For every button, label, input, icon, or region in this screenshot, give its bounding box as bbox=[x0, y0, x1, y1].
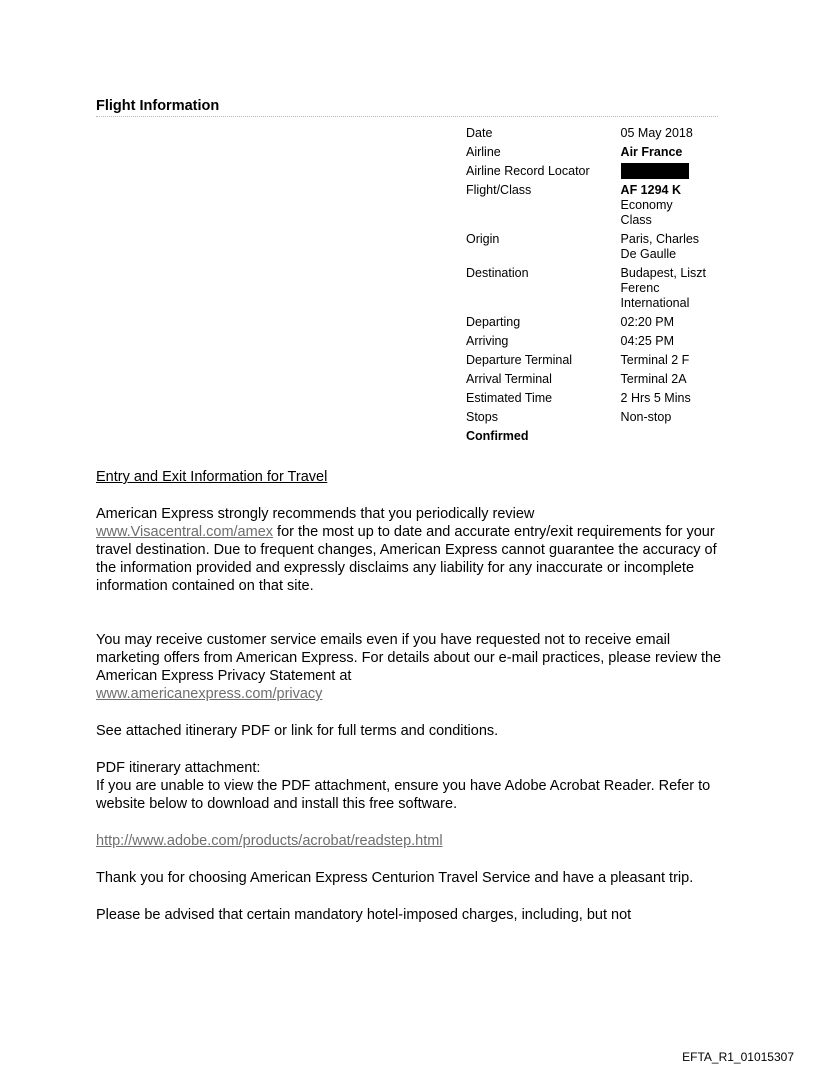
flight-details-table bbox=[462, 124, 724, 446]
redaction-block bbox=[621, 163, 689, 179]
arriving-value: 04:25 PM bbox=[620, 334, 675, 348]
destination-value bbox=[617, 264, 724, 313]
email-notice-paragraph bbox=[96, 631, 726, 703]
estimated-time-label: Estimated Time bbox=[466, 391, 553, 405]
destination-line-3: International bbox=[620, 296, 690, 310]
date-label: Date bbox=[466, 126, 493, 140]
pdf-text: If you are unable to view the PDF attachment, ensure you have Adobe Acrobat Reader. Refer to website below to download and install this free software. bbox=[96, 778, 711, 812]
table-row bbox=[462, 124, 724, 143]
departing-label: Departing bbox=[466, 315, 521, 329]
arrival-terminal-value: Terminal 2A bbox=[620, 372, 687, 386]
destination-line-2: Ferenc bbox=[620, 281, 660, 295]
flight-class-label: Flight/Class bbox=[466, 183, 532, 197]
table-row bbox=[462, 351, 724, 370]
entry-exit-prefix: American Express strongly recommends that you periodically review bbox=[96, 506, 535, 522]
status-confirmed: Confirmed bbox=[466, 429, 529, 443]
pdf-heading: PDF itinerary attachment: bbox=[96, 760, 261, 776]
stops-value: Non-stop bbox=[620, 410, 672, 424]
arrival-terminal-label: Arrival Terminal bbox=[466, 372, 552, 386]
origin-line-2: De Gaulle bbox=[620, 247, 677, 261]
email-notice-text: You may receive customer service emails even if you have requested not to receive email marketing offers from American Express. For details about our e-mail practices, please review the American Express Privacy Statement at bbox=[96, 632, 722, 684]
document-id: EFTA_R1_01015307 bbox=[682, 1050, 794, 1064]
body-text bbox=[96, 468, 726, 924]
origin-line-1: Paris, Charles bbox=[620, 232, 700, 246]
hotel-notice-text: Please be advised that certain mandatory hotel-imposed charges, including, but not bbox=[96, 907, 632, 923]
title-divider bbox=[96, 116, 718, 117]
destination-label: Destination bbox=[466, 266, 529, 280]
departure-terminal-value: Terminal 2 F bbox=[620, 353, 690, 367]
table-row bbox=[462, 370, 724, 389]
record-locator-value bbox=[617, 162, 724, 181]
table-row bbox=[462, 332, 724, 351]
stops-label: Stops bbox=[466, 410, 498, 424]
flight-number: AF 1294 K bbox=[620, 183, 681, 197]
record-locator-label: Airline Record Locator bbox=[466, 164, 590, 178]
privacy-link[interactable]: www.americanexpress.com/privacy bbox=[96, 686, 323, 702]
table-row bbox=[462, 181, 724, 230]
date-value: 05 May 2018 bbox=[620, 126, 693, 140]
origin-value bbox=[617, 230, 724, 264]
thank-you-text: Thank you for choosing American Express Centurion Travel Service and have a pleasant trip. bbox=[96, 870, 694, 886]
table-row bbox=[462, 264, 724, 313]
flight-information-title: Flight Information bbox=[96, 98, 220, 114]
visacentral-link[interactable]: www.Visacentral.com/amex bbox=[96, 524, 274, 540]
departing-value: 02:20 PM bbox=[620, 315, 675, 329]
entry-exit-paragraph bbox=[96, 505, 726, 595]
estimated-time-value: 2 Hrs 5 Mins bbox=[620, 391, 691, 405]
arriving-label: Arriving bbox=[466, 334, 509, 348]
entry-exit-suffix: for the most up to date and accurate entry/exit requirements for your travel destination. Due to frequent changes, American Express cannot guarantee the accuracy of the information provided and expressly disclaims any liability for any inaccurate or incomplete information contained on that site. bbox=[96, 524, 717, 594]
origin-label: Origin bbox=[466, 232, 500, 246]
table-row bbox=[462, 230, 724, 264]
flight-class-value bbox=[617, 181, 724, 230]
airline-label: Airline bbox=[466, 145, 501, 159]
table-row bbox=[462, 162, 724, 181]
attached-note: See attached itinerary PDF or link for full terms and conditions. bbox=[96, 723, 499, 739]
table-row bbox=[462, 313, 724, 332]
class-line-2: Class bbox=[620, 213, 652, 227]
adobe-link[interactable]: http://www.adobe.com/products/acrobat/readstep.html bbox=[96, 833, 443, 849]
table-row bbox=[462, 408, 724, 427]
class-line-1: Economy bbox=[620, 198, 673, 212]
destination-line-1: Budapest, Liszt bbox=[620, 266, 707, 280]
table-row bbox=[462, 389, 724, 408]
table-row bbox=[462, 143, 724, 162]
departure-terminal-label: Departure Terminal bbox=[466, 353, 573, 367]
airline-value: Air France bbox=[620, 145, 683, 159]
entry-exit-heading: Entry and Exit Information for Travel bbox=[96, 469, 328, 485]
table-row bbox=[462, 427, 724, 446]
